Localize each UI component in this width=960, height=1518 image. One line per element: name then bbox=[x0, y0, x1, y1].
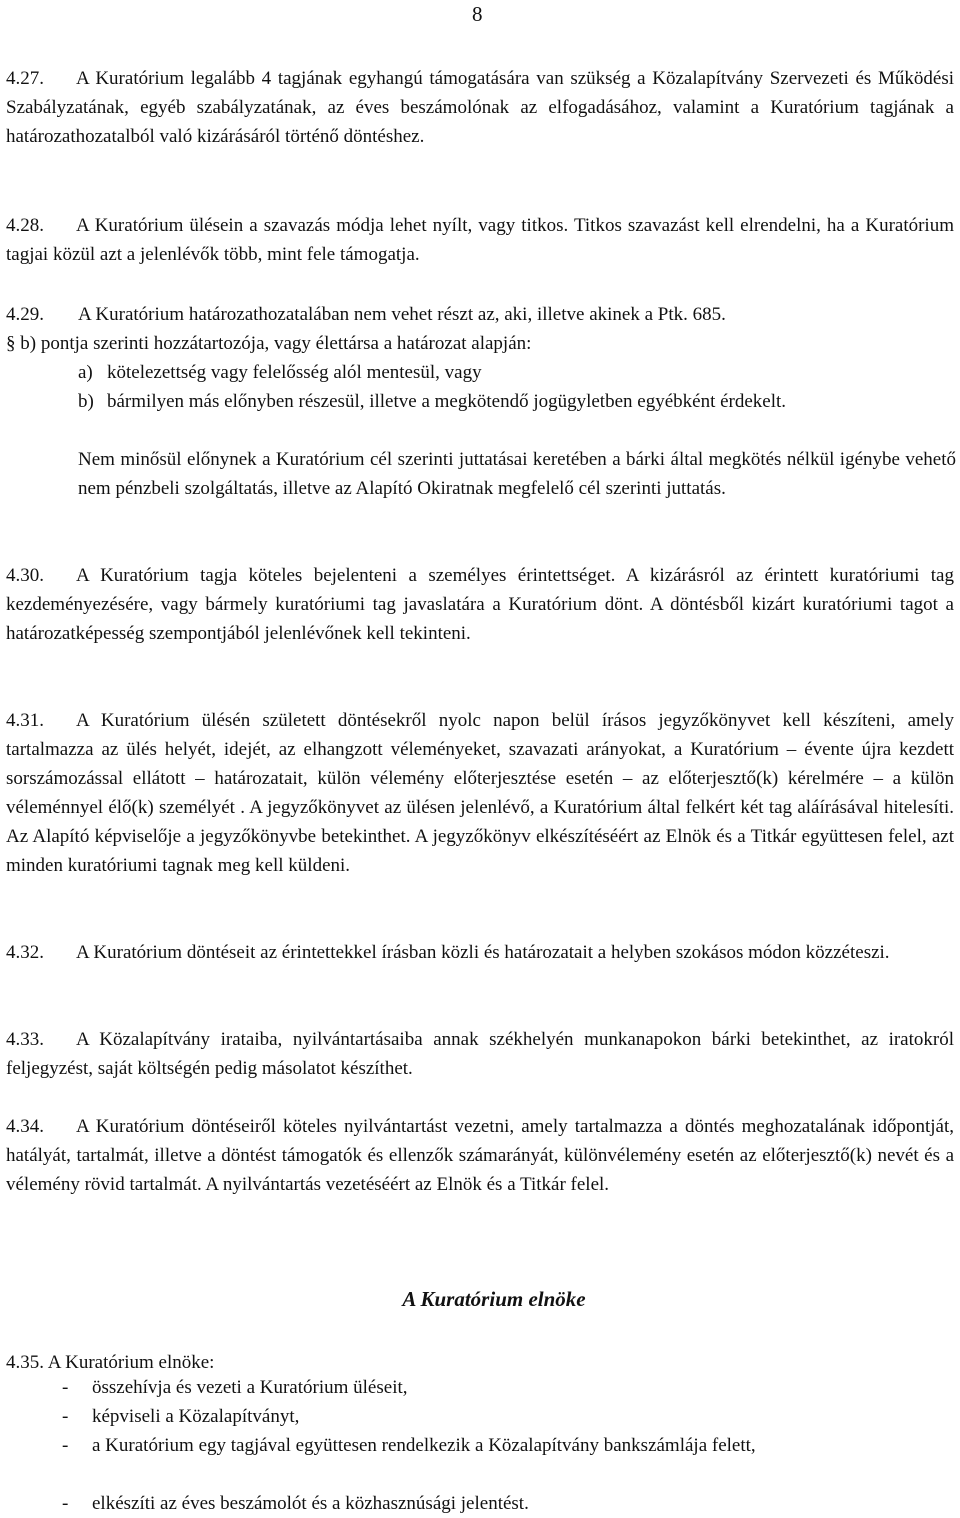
list-item bbox=[62, 1489, 956, 1518]
section-text: A Közalapítvány irataiba, nyilvántartásaiba annak székhelyén munkanapokon bárki betekinthet, az iratokról feljegyzést, saját költségén pedig másolatot készíthet. bbox=[6, 1029, 954, 1079]
list-item bbox=[62, 1402, 956, 1431]
item-b-label: b) bbox=[78, 391, 94, 412]
section-4-29-line1: A Kuratórium határozathozatalában nem vehet részt az, aki, illetve akinek a Ptk. 685. bbox=[78, 304, 726, 325]
list-item-text: összehívja és vezeti a Kuratórium üléseit, bbox=[92, 1377, 408, 1398]
section-text: A Kuratórium döntéseiről köteles nyilvántartást vezetni, amely tartalmazza a döntés meghozatalának időpontját, hatályát, tartalmát, illetve a döntést támogatók és ellenzők számarányát, különvélemény esetén az előterjesztő(k) nevét és a vélemény rövid tartalmát. A nyilvántartás vezetéséért az Elnök és a Titkár felel. bbox=[6, 1116, 954, 1195]
section-4-29-note: Nem minősül előnynek a Kuratórium cél szerinti juttatásai keretében a bárki által megkötés nélkül igénybe vehető nem pénzbeli szolgáltatás, illetve az Alapító Okiratnak megfelelő cél szerinti juttatás. bbox=[78, 449, 956, 499]
section-text: A Kuratórium döntéseit az érintettekkel írásban közli és határozatait a helyben szokásos módon közzéteszi. bbox=[76, 942, 890, 963]
section-number: 4.28. bbox=[6, 215, 44, 236]
item-a bbox=[78, 358, 954, 387]
list-item-text: képviseli a Közalapítványt, bbox=[92, 1406, 300, 1427]
section-number: 4.27. bbox=[6, 68, 44, 89]
section-number: 4.30. bbox=[6, 565, 44, 586]
dash-bullet: - bbox=[62, 1493, 69, 1514]
section-number: 4.34. bbox=[6, 1116, 44, 1137]
dash-bullet: - bbox=[62, 1377, 69, 1398]
dash-bullet: - bbox=[62, 1435, 69, 1456]
section-text: A Kuratórium ülésén született döntésekről nyolc napon belül írásos jegyzőkönyvet kell készíteni, amely tartalmazza az ülés helyét, idejét, az elhangzott véleményeket, szavazati arányokat, a Kuratórium – évente újra kezdett sorszámozással ellátott – határozatait, külön vélemény előterjesztése esetén – az előterjesztő(k) kérelmére – a külön véleménnyel élő(k) személyét . A jegyzőkönyvet az ülésen jelenlévő, a Kuratórium által felkért két tag aláírásával hitelesíti. Az Alapító képviselője a jegyzőkönyvbe betekinthet. A jegyzőkönyv elkészítéséért az Elnök és a Titkár együttesen felel, azt minden kuratóriumi tagnak meg kell küldeni. bbox=[6, 710, 954, 876]
list-item-text: elkészíti az éves beszámolót és a közhasznúsági jelentést. bbox=[92, 1493, 529, 1514]
section-number: 4.31. bbox=[6, 710, 44, 731]
section-4-29-number: 4.29. bbox=[6, 304, 44, 325]
section-number: 4.33. bbox=[6, 1029, 44, 1050]
section-4-27 bbox=[6, 64, 954, 151]
item-a-text: kötelezettség vagy felelősség alól mentesül, vagy bbox=[107, 362, 482, 383]
section-text: A Kuratórium ülésein a szavazás módja lehet nyílt, vagy titkos. Titkos szavazást kell elrendelni, ha a Kuratórium tagjai közül azt a jelenlévők több, mint fele támogatja. bbox=[6, 215, 954, 265]
section-4-32 bbox=[6, 938, 954, 967]
section-4-30 bbox=[6, 561, 954, 648]
section-text: A Kuratórium legalább 4 tagjának egyhangú támogatására van szükség a Közalapítvány Szervezeti és Működési Szabályzatának, egyéb szabályzatának, az éves beszámolónak az elfogadásához, valamint a Kuratórium tagjának a határozathozatalból való kizárásáról történő döntéshez. bbox=[6, 68, 954, 147]
item-b-text: bármilyen más előnyben részesül, illetve a megkötendő jogügyletben egyébként érdekelt. bbox=[107, 391, 787, 412]
list-item bbox=[62, 1431, 956, 1460]
section-4-34 bbox=[6, 1112, 954, 1199]
item-b bbox=[78, 387, 954, 416]
section-4-28 bbox=[6, 211, 954, 269]
section-4-31 bbox=[6, 706, 954, 880]
section-4-33 bbox=[6, 1025, 954, 1083]
list-item-text: a Kuratórium egy tagjával együttesen rendelkezik a Közalapítvány bankszámlája felett, bbox=[92, 1435, 756, 1456]
section-4-29-line2: § b) pontja szerinti hozzátartozója, vagy élettársa a határozat alapján: bbox=[6, 333, 532, 354]
item-a-label: a) bbox=[78, 362, 93, 383]
section-number: 4.32. bbox=[6, 942, 44, 963]
page-number: 8 bbox=[472, 2, 483, 26]
dash-bullet: - bbox=[62, 1406, 69, 1427]
section-text: A Kuratórium tagja köteles bejelenteni a személyes érintettséget. A kizárásról az érintett kuratóriumi tag kezdeményezésére, vagy bármely kuratóriumi tag javaslatára a Kuratórium dönt. A döntésből kizárt kuratóriumi tagot a határozatképesség szempontjából jelenlévőnek kell tekinteni. bbox=[6, 565, 954, 644]
section-4-35-intro: 4.35. A Kuratórium elnöke: bbox=[6, 1352, 215, 1373]
list-item bbox=[62, 1373, 956, 1402]
section-heading: A Kuratórium elnöke bbox=[402, 1287, 586, 1311]
